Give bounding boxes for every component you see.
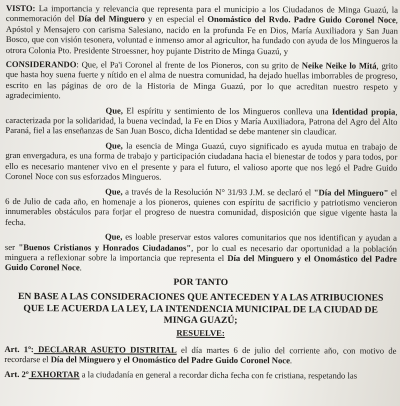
visto-paragraph: VISTO: La importancia y relevancia que representa para el municipio a los Ciudadanos de Minga Guazú, la conmemoración del Día del Minguero y en especial el Onomástico del Rvdo. Padre Guido Coronel Noce, Apóstol y Mensajero con carisma Salesiano, nacido en la profunda Fe en Dios, María Auxiliadora y San Juan Bosco, que con visión tesonera, voluntad e inmenso amor al agricultor, ha fundado con ayuda de los Mingueros la otrora Colonia Pto. Presidente Stroessner, hoy pujante Distrito de Minga Guazú, y (5, 3, 398, 56)
resolucion-paragraph: Que, a través de la Resolución N° 31/93 J.M. se declaró el "Día del Minguero" el 6 de Julio de cada año, en homenaje a los pioneros, quienes con espíritu de sacrificio y patriotismo vencieron innumerables obstáculos para forjar el progreso de nuestra comunidad, disposición que sigue vigente hasta la fecha. (5, 185, 398, 227)
article-1: Art. 1º: DECLARAR ASUETO DISTRITAL el día martes 6 de julio del corriente año, con motivo de recordarse el Día del Minguero y el Onomástico del Padre Guido Coronel Noce. (4, 343, 397, 366)
visto-label: VISTO: (5, 3, 36, 14)
considerando-paragraph: CONSIDERANDO: Que, el Pa'i Coronel al frente de los Pioneros, con su grito de Neike Neike lo Mitá, grito que hasta hoy suena fuerte y nítido en el alma de nuestra comunidad, ha dejado huellas imborrables de progreso, escrito en las páginas de oro de la Historia de Minga Guazú, por lo que acreditan nuestro respeto y agradecimiento. (5, 59, 398, 101)
resolution-text (4, 3, 398, 385)
considerando-label: CONSIDERANDO (5, 59, 77, 70)
por-tanto-heading: POR TANTO (173, 277, 229, 288)
article-2: Art. 2º EXHORTAR a la ciudadanía en general a recordar dicha fecha con fe cristiana, respetando las (4, 368, 358, 381)
resuelve-heading: RESUELVE: (176, 328, 225, 339)
identidad-paragraph: Que, El espíritu y sentimiento de los Mingueros conlleva una Identidad propia, caracterizada por la solidaridad, la buena vecindad, la Fe en Dios y María Auxiliadora, Patrona del Agro del Alto Paraná, fiel a las enseñanzas de San Juan Bosco, dicha Identidad se debe mantener sin claudicar. (5, 105, 398, 137)
base-heading: EN BASE A LAS CONSIDERACIONES QUE ANTECEDEN Y A LAS ATRIBUCIONES QUE LE ACUERDA LA LEY, LA INTENDENCIA MUNICIPAL DE LA CIUDAD DE MINGA GUAZÚ; (18, 291, 384, 326)
valores-paragraph: Que, es loable preservar estos valores comunitarios que nos identifican y ayudan a ser "Buenos Cristianos y Honrados Ciudadanos", por lo cual es necesario dar oportunidad a la población minguera a reflexionar sobre la importancia que representa el Día del Minguero y el Onomástico del Padre Guido Coronel Noce. (4, 231, 398, 273)
minga-paragraph: Que, la esencia de Minga Guazú, cuyo significado es ayuda mutua en trabajo de gran envergadura, es una forma de trabajo y participación ciudadana hacia el bienestar de todos y para todos, por ello es necesario mantener vivo en el presente y para el futuro, el valioso aporte que nos legó el Padre Guido Coronel Noce con sus esforzados Mingueros. (5, 140, 398, 182)
